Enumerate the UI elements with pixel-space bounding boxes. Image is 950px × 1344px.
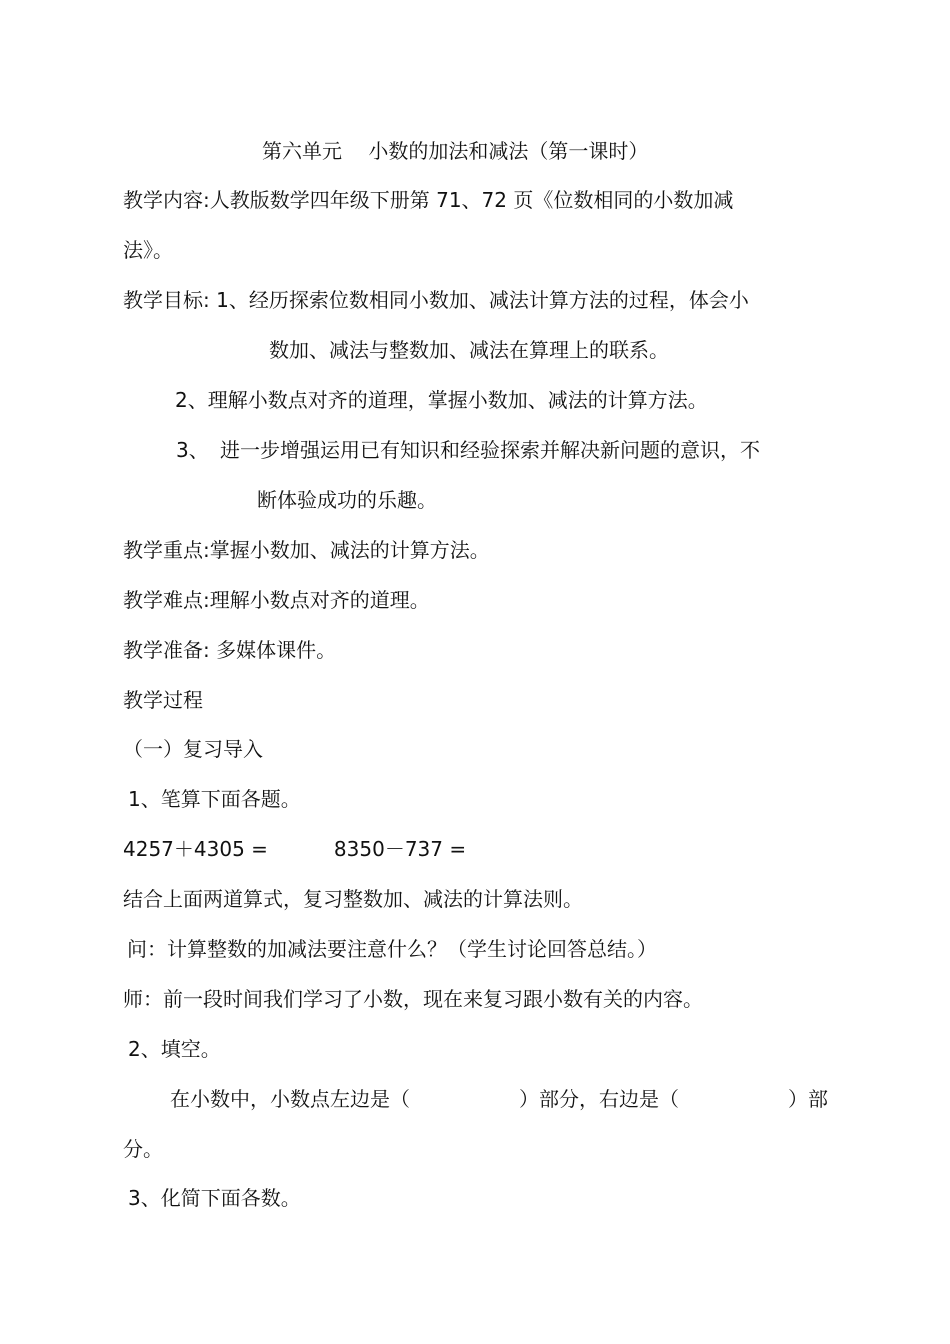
calculation-expression: 8350－737 = [333, 837, 467, 861]
exercise-2-heading: 2、填空。 [128, 1037, 221, 1061]
teaching-content-text: 教学内容:人教版数学四年级下册第 71、72 页《位数相同的小数加减 [123, 188, 734, 212]
preparation: 教学准备: 多媒体课件。 [123, 638, 337, 662]
key-point: 教学重点:掌握小数加、减法的计算方法。 [123, 538, 490, 562]
teacher-remark: 师：前一段时间我们学习了小数，现在来复习跟小数有关的内容。 [123, 987, 703, 1011]
question: 问：计算整数的加减法要注意什么？（学生讨论回答总结。） [127, 937, 657, 961]
fill-in-blank-line2: 分。 [123, 1137, 163, 1161]
answer-blank[interactable] [420, 1085, 510, 1113]
teaching-content-line2: 法》。 [123, 238, 173, 262]
teaching-goal-3-line2: 断体验成功的乐趣。 [257, 488, 437, 512]
page-title: 第六单元 小数的加法和减法（第一课时） [262, 139, 649, 163]
calculation-expression: 4257＋4305 = [123, 837, 268, 861]
teaching-goal-1-line1: 教学目标: 1、经历探索位数相同小数加、减法计算方法的过程，体会小 [123, 288, 749, 312]
difficulty: 教学难点:理解小数点对齐的道理。 [123, 588, 430, 612]
teaching-goal-3-number: 3、 [176, 438, 209, 462]
exercise-1-heading: 1、笔算下面各题。 [128, 787, 301, 811]
fill-text-part: ）部分，右边是（ [519, 1087, 679, 1111]
calculation-row [123, 835, 466, 863]
section-review-intro: （一）复习导入 [123, 737, 263, 761]
teaching-goal-3-line1: 进一步增强运用已有知识和经验探索并解决新问题的意识，不 [220, 438, 760, 462]
teaching-goal-2: 2、理解小数点对齐的道理，掌握小数加、减法的计算方法。 [175, 388, 708, 412]
exercise-3-heading: 3、化简下面各数。 [128, 1186, 301, 1210]
teaching-content-line1 [123, 186, 828, 214]
teaching-goal-1-line2: 数加、减法与整数加、减法在算理上的联系。 [269, 338, 669, 362]
fill-text-part: 在小数中，小数点左边是（ [170, 1087, 410, 1111]
fill-text-part: ）部 [788, 1087, 828, 1111]
process-heading: 教学过程 [123, 688, 203, 712]
fill-in-blank-line1 [170, 1085, 828, 1113]
review-note: 结合上面两道算式，复习整数加、减法的计算法则。 [123, 887, 583, 911]
answer-blank[interactable] [689, 1085, 779, 1113]
